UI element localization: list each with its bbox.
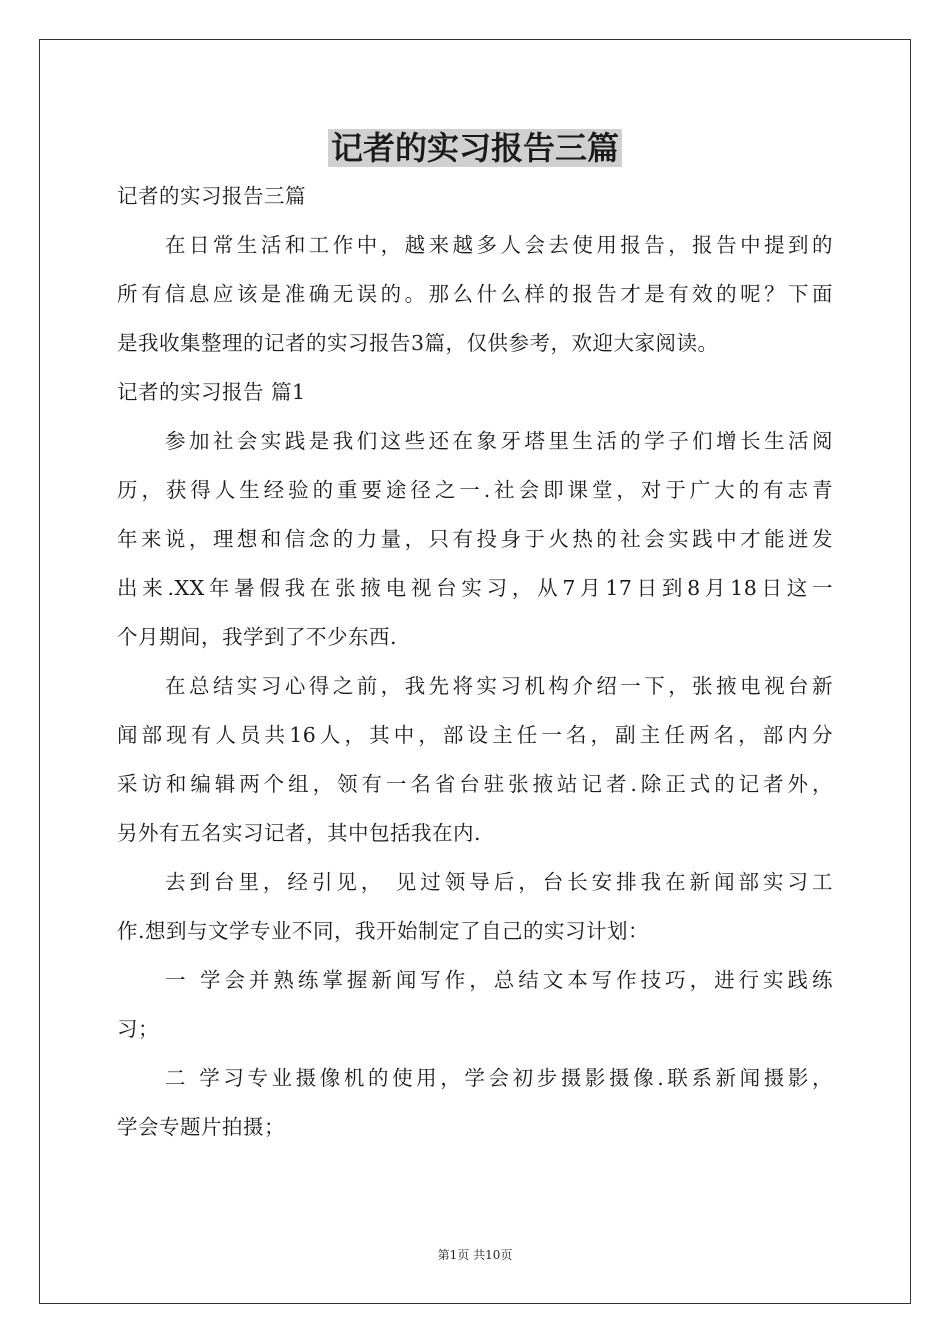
body-text-line: 另外有五名实习记者，其中包括我在内. bbox=[117, 821, 482, 845]
body-text-line: 一 学会并熟练掌握新闻写作，总结文本写作技巧，进行实践练 bbox=[165, 968, 833, 992]
body-text-line: 去到台里，经引见， 见过领导后，台长安排我在新闻部实习工 bbox=[165, 870, 833, 894]
body-text-line: 参加社会实践是我们这些还在象牙塔里生活的学子们增长生活阅 bbox=[165, 429, 833, 453]
body-text-line: 在日常生活和工作中，越来越多人会去使用报告，报告中提到的 bbox=[165, 233, 833, 257]
document-body bbox=[117, 178, 833, 1158]
body-text-line: 习； bbox=[117, 1017, 159, 1041]
body-text-line: 记者的实习报告三篇 bbox=[117, 184, 306, 208]
document-title-text: 记者的实习报告三篇 bbox=[328, 129, 622, 167]
body-text-line: 学会专题片拍摄； bbox=[117, 1115, 285, 1139]
body-text-line: 闻部现有人员共16人，其中，部设主任一名，副主任两名，部内分 bbox=[117, 723, 833, 747]
body-text-line: 记者的实习报告 篇1 bbox=[117, 380, 306, 404]
body-text-line: 作.想到与文学专业不同，我开始制定了自己的实习计划： bbox=[117, 919, 650, 943]
body-text-line: 是我收集整理的记者的实习报告3篇，仅供参考，欢迎大家阅读。 bbox=[117, 331, 719, 355]
body-text-line: 采访和编辑两个组，领有一名省台驻张掖站记者.除正式的记者外， bbox=[117, 772, 833, 796]
document-title bbox=[0, 126, 950, 170]
body-text-line: 出来.XX年暑假我在张掖电视台实习，从7月17日到8月18日这一 bbox=[117, 576, 833, 600]
body-text-line: 个月期间，我学到了不少东西. bbox=[117, 625, 398, 649]
body-text-line: 年来说，理想和信念的力量，只有投身于火热的社会实践中才能迸发 bbox=[117, 527, 833, 551]
body-text-line: 二 学习专业摄像机的使用，学会初步摄影摄像.联系新闻摄影， bbox=[165, 1066, 833, 1090]
body-text-line: 在总结实习心得之前，我先将实习机构介绍一下，张掖电视台新 bbox=[165, 674, 833, 698]
body-text-line: 历，获得人生经验的重要途径之一.社会即课堂，对于广大的有志青 bbox=[117, 478, 833, 502]
body-text-line: 所有信息应该是准确无误的。那么什么样的报告才是有效的呢？下面 bbox=[117, 282, 833, 306]
page-footer: 第1页 共10页 bbox=[437, 1248, 513, 1262]
